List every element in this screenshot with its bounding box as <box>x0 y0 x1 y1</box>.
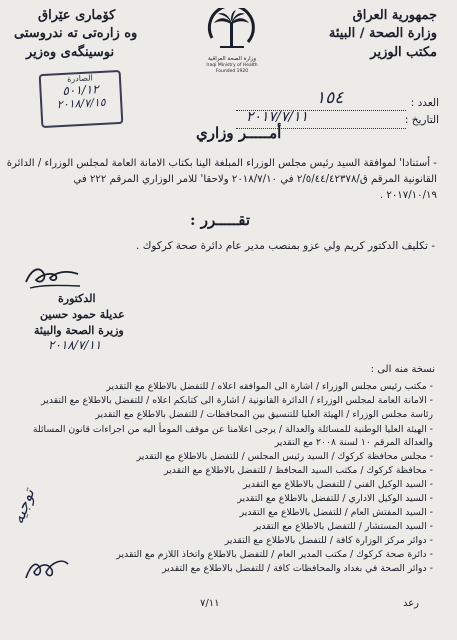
distribution-item: - الامانة العامة لمجلس الوزراء / الدائرة القانونية / اشارة الى كتابكم اعلاه / للتفضل بالاطلاع مع التقدير <box>41 395 433 406</box>
stamp-number: ٥٠١/١٢ <box>62 82 100 98</box>
distribution-item: - السيد الوكيل الاداري / للتفضل بالاطلاع مع التقدير <box>237 493 433 504</box>
distribution-item: - مكتب رئيس مجلس الوزراء / اشارة الى الموافقه اعلاه / للتفضل بالاطلاع مع التقدير <box>106 381 433 392</box>
distribution-heading: نسخة منه الى : <box>370 364 435 375</box>
registry-stamp <box>39 70 124 128</box>
handwritten-signature <box>22 262 84 292</box>
margin-initials <box>22 548 72 584</box>
body-line-1: - أستنادا' لموافقة السيد رئيس مجلس الوزراء المبلغة الينا بكتاب الامانة العامة لمجلس الوزراء / الدائرة <box>6 158 437 169</box>
signature-date: ٢٠١٨/٧/١١ <box>48 338 102 352</box>
body-line-3: ٢٠١٧/١٠/١٩ . <box>379 190 437 201</box>
decision-title: تقـــــرر : <box>190 211 251 229</box>
distribution-item: - السيد الوكيل الفني / للتفضل بالاطلاع مع التقدير <box>243 479 433 490</box>
ministry-logo <box>196 8 268 80</box>
body-line-2: القانونية المرقم ق/٢/٥/٤٤/٤٢٣٧٨ في ٢٠١٨/٧/١٠ ولاحقا' للامر الوزاري المرقم ٢٢٢ في <box>73 174 437 185</box>
stamp-date: ٢٠١٨/٧/١٥ <box>56 95 106 112</box>
distribution-item: - الهيئة العليا الوطنية للمسائلة والعدالة / يرجى اعلامنا عن موقف المومأ اليه من اجراءات قانون المسائلة <box>32 424 433 435</box>
date-value: ٢٠١٧/٧/١١ <box>246 109 309 125</box>
date-label: التاريخ : <box>404 114 439 126</box>
header-left-line-3: نوسینگەی وەزیر <box>26 45 115 60</box>
signatory-name: عديلة حمود حسين <box>40 308 125 321</box>
footer-right: رعد <box>402 598 419 609</box>
stamp-label: الصادرة <box>66 73 93 84</box>
distribution-item: - دوائر الصحة في بغداد والمحافظات كافة / للتفضل بالاطلاع مع التقدير <box>162 563 433 574</box>
logo-founded-text: Founded 1920 <box>215 69 249 74</box>
header-left-line-2: وه زارەتی ته ندروستی <box>14 26 138 41</box>
distribution-item: - مجلس محافظة كركوك / السيد رئيس المجلس / للتفضل بالاطلاع مع التقدير <box>136 451 433 462</box>
signatory-position: وزيرة الصحة والبيئة <box>34 324 124 337</box>
distribution-item: - دائرة صحة كركوك / مكتب المدير العام / للتفضل بالاطلاع واتخاذ اللازم مع التقدير <box>116 549 433 560</box>
header-right-line-3: مكتب الوزير <box>370 45 437 60</box>
logo-arabic-text: وزارة الصحة العراقية <box>207 56 256 62</box>
number-label: العدد : <box>410 97 439 109</box>
distribution-item: رئاسة مجلس الوزراء / الهيئة العليا للتنسيق بين المحافظات / للتفضل بالاطلاع مع التقدير <box>95 409 433 420</box>
order-title: أمـــــر وزاري <box>196 124 282 142</box>
logo-english-text: Iraqi Ministry of Health <box>206 63 258 68</box>
number-value: ١٥٤ <box>316 88 344 108</box>
distribution-item: والعدالة المرقم ١٠ لسنة ٢٠٠٨ مع التقدير <box>274 437 433 448</box>
header-left-line-1: كۆماری عێراق <box>38 8 116 23</box>
palm-tree-icon <box>196 8 268 52</box>
distribution-item: - السيد المفتش العام / للتفضل بالاطلاع مع التقدير <box>239 507 433 518</box>
header-right-line-1: جمهورية العراق <box>352 8 437 23</box>
distribution-item: - محافظة كركوك / مكتب السيد المحافظ / للتفضل بالاطلاع مع التقدير <box>164 465 433 476</box>
signatory-title: الدكتورة <box>58 292 96 305</box>
distribution-item: - دوائر مركز الوزارة كافة / للتفضل بالاطلاع مع التقدير <box>224 535 433 546</box>
distribution-item: - السيد المستشار / للتفضل بالاطلاع مع التقدير <box>253 521 433 532</box>
header-right-line-2: وزارة الصحة / البيئة <box>328 26 437 41</box>
footer-left: ٧/١١ <box>200 598 220 609</box>
margin-note: توجيه <box>8 486 39 527</box>
decision-text: - تكليف الدكتور كريم ولي عزو بمنصب مدير عام دائرة صحة كركوك . <box>136 240 435 252</box>
